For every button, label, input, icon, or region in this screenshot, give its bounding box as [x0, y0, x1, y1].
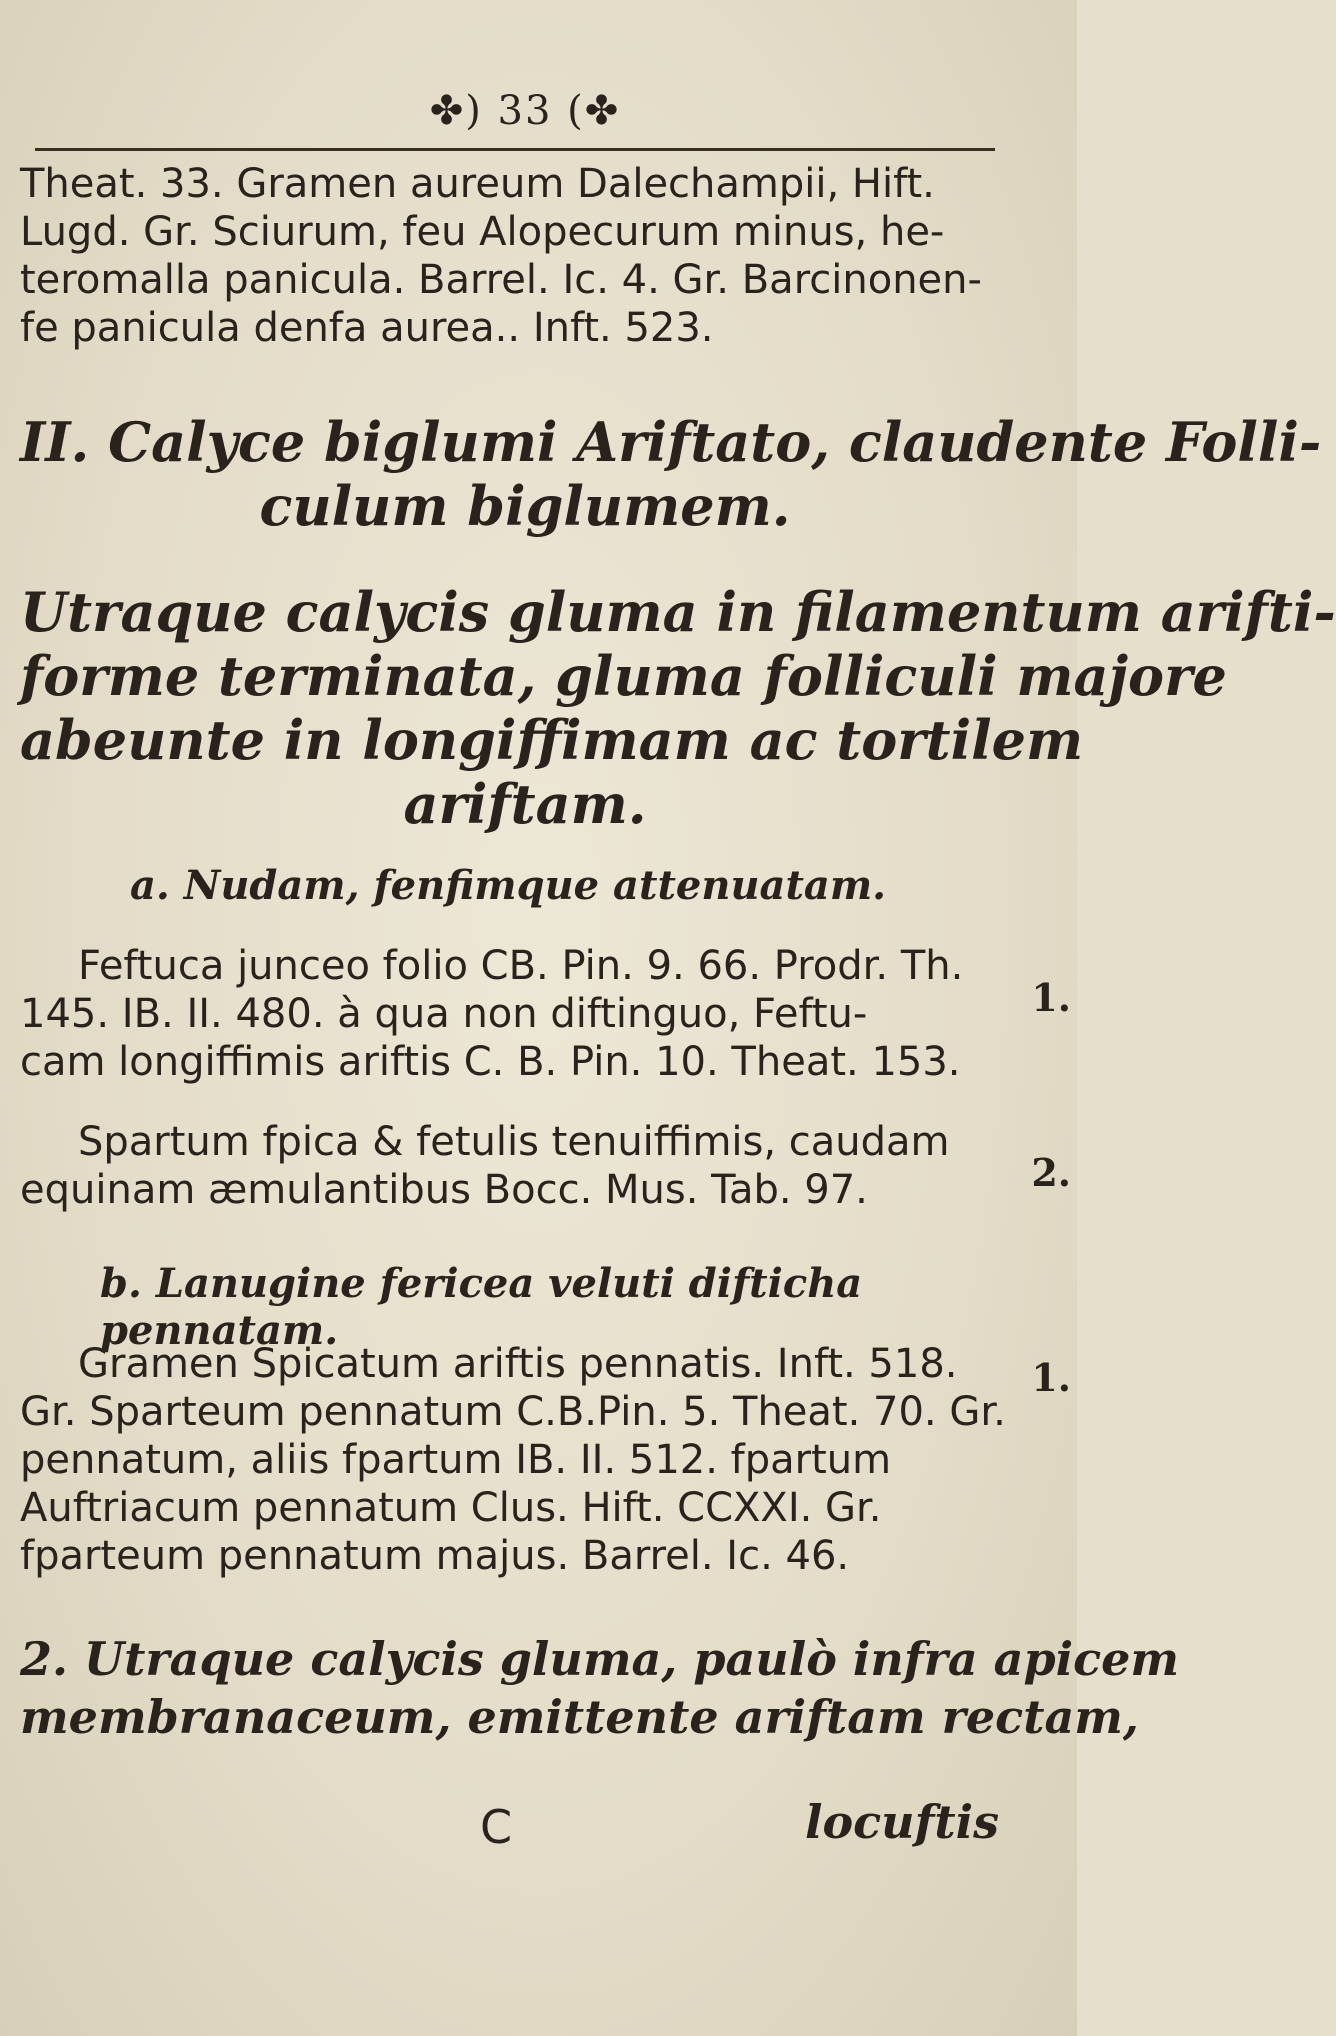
text-line: 145. IB. II. 480. à qua non diftinguo, Feftu-: [20, 991, 868, 1037]
heading-line: culum biglumem.: [259, 474, 791, 538]
paragraph-theat: [20, 160, 1030, 352]
catchword: locuftis: [805, 1795, 1000, 1849]
text-line: fe panicula denfa aurea.. Inft. 523.: [20, 305, 714, 351]
text-line: Gr. Sparteum pennatum C.B.Pin. 5. Theat. 70. Gr.: [20, 1389, 1006, 1435]
heading-line: Utraque calycis gluma in filamentum arifti-: [20, 580, 1336, 644]
text-line: Feftuca junceo folio CB. Pin. 9. 66. Prodr. Th.: [78, 943, 964, 989]
margin-number: 1.: [1031, 975, 1071, 1020]
paragraph-festuca: [20, 942, 1030, 1086]
running-head: ✤) 33 (✤: [429, 88, 621, 134]
signature-mark: C: [480, 1800, 513, 1854]
section-heading-ii: [20, 410, 1322, 538]
text-line: fparteum pennatum majus. Barrel. Ic. 46.: [20, 1533, 850, 1579]
section-heading-2: [20, 1630, 1180, 1746]
heading-line: abeunte in longiffimam ac tortilem: [20, 708, 1084, 772]
text-line: cam longiffimis ariftis C. B. Pin. 10. Theat. 153.: [20, 1039, 961, 1085]
heading-line: 2. Utraque calycis gluma, paulò infra apicem: [20, 1632, 1180, 1686]
header-rule: [35, 148, 995, 151]
subheading-a: a. Nudam, fenfimque attenuatam.: [130, 862, 887, 909]
paragraph-spartum: [20, 1118, 1030, 1214]
heading-line: membranaceum, emittente ariftam rectam,: [20, 1690, 1139, 1744]
text-line: Gramen Spicatum ariftis pennatis. Inft. 518.: [78, 1341, 958, 1387]
text-line: Theat. 33. Gramen aureum Dalechampii, Hift.: [20, 161, 935, 207]
text-line: Auftriacum pennatum Clus. Hift. CCXXI. Gr.: [20, 1485, 882, 1531]
heading-line: II. Calyce biglumi Ariftato, claudente Folli-: [20, 410, 1322, 474]
text-line: teromalla panicula. Barrel. Ic. 4. Gr. Barcinonen-: [20, 257, 982, 303]
subheading-b: b. Lanugine fericea veluti difticha pennatam.: [100, 1260, 863, 1354]
text-line: Spartum fpica & fetulis tenuiffimis, caudam: [78, 1119, 950, 1165]
heading-line: forme terminata, gluma folliculi majore: [20, 644, 1227, 708]
section-heading-utraque: [20, 580, 1336, 836]
margin-number: 2.: [1031, 1150, 1071, 1195]
margin-number: 1.: [1031, 1355, 1071, 1400]
text-line: equinam æmulantibus Bocc. Mus. Tab. 97.: [20, 1167, 868, 1213]
text-line: pennatum, aliis fpartum IB. II. 512. fpartum: [20, 1437, 892, 1483]
heading-line: ariftam.: [403, 772, 647, 836]
text-line: Lugd. Gr. Sciurum, feu Alopecurum minus, he-: [20, 209, 945, 255]
paragraph-gramen: [20, 1340, 1030, 1580]
